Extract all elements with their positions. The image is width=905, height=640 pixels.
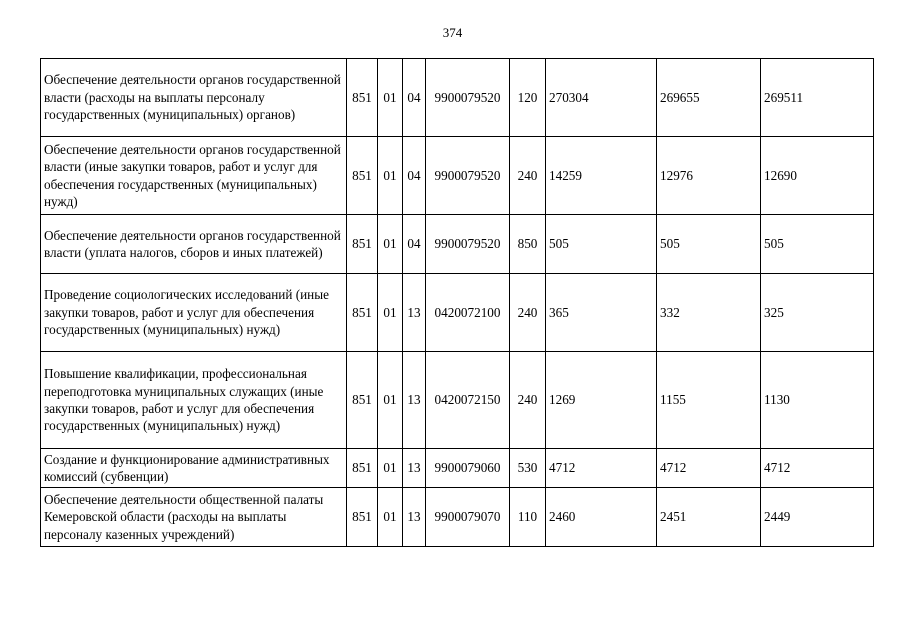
target-article-code: 9900079520 bbox=[426, 59, 510, 137]
subsection-code: 04 bbox=[403, 215, 426, 274]
row-name: Обеспечение деятельности органов государственной власти (расходы на выплаты персоналу государственных (муниципальных) органов) bbox=[41, 59, 347, 137]
amount-year-1: 365 bbox=[546, 274, 657, 352]
subsection-code: 13 bbox=[403, 352, 426, 449]
target-article-code: 0420072100 bbox=[426, 274, 510, 352]
table-row bbox=[41, 215, 874, 274]
amount-year-3: 2449 bbox=[761, 488, 874, 547]
amount-year-3: 505 bbox=[761, 215, 874, 274]
expense-type-code: 530 bbox=[510, 449, 546, 488]
table-row bbox=[41, 137, 874, 215]
ministry-code: 851 bbox=[347, 449, 378, 488]
expense-type-code: 240 bbox=[510, 137, 546, 215]
ministry-code: 851 bbox=[347, 488, 378, 547]
row-name: Создание и функционирование административных комиссий (субвенции) bbox=[41, 449, 347, 488]
amount-year-1: 1269 bbox=[546, 352, 657, 449]
ministry-code: 851 bbox=[347, 352, 378, 449]
amount-year-1: 4712 bbox=[546, 449, 657, 488]
amount-year-2: 505 bbox=[657, 215, 761, 274]
row-name: Повышение квалификации, профессиональная переподготовка муниципальных служащих (иные закупки товаров, работ и услуг для обеспечения государственных (муниципальных) нужд) bbox=[41, 352, 347, 449]
amount-year-2: 269655 bbox=[657, 59, 761, 137]
table-row bbox=[41, 488, 874, 547]
amount-year-2: 2451 bbox=[657, 488, 761, 547]
amount-year-2: 12976 bbox=[657, 137, 761, 215]
expense-type-code: 240 bbox=[510, 352, 546, 449]
amount-year-1: 270304 bbox=[546, 59, 657, 137]
target-article-code: 9900079520 bbox=[426, 215, 510, 274]
subsection-code: 13 bbox=[403, 274, 426, 352]
expense-type-code: 850 bbox=[510, 215, 546, 274]
amount-year-3: 325 bbox=[761, 274, 874, 352]
subsection-code: 04 bbox=[403, 59, 426, 137]
expense-type-code: 110 bbox=[510, 488, 546, 547]
amount-year-1: 14259 bbox=[546, 137, 657, 215]
amount-year-3: 269511 bbox=[761, 59, 874, 137]
amount-year-3: 1130 bbox=[761, 352, 874, 449]
section-code: 01 bbox=[378, 137, 403, 215]
amount-year-3: 12690 bbox=[761, 137, 874, 215]
subsection-code: 04 bbox=[403, 137, 426, 215]
ministry-code: 851 bbox=[347, 59, 378, 137]
amount-year-1: 2460 bbox=[546, 488, 657, 547]
ministry-code: 851 bbox=[347, 274, 378, 352]
expense-type-code: 120 bbox=[510, 59, 546, 137]
section-code: 01 bbox=[378, 274, 403, 352]
section-code: 01 bbox=[378, 449, 403, 488]
section-code: 01 bbox=[378, 352, 403, 449]
amount-year-2: 4712 bbox=[657, 449, 761, 488]
subsection-code: 13 bbox=[403, 449, 426, 488]
amount-year-2: 332 bbox=[657, 274, 761, 352]
row-name: Обеспечение деятельности органов государственной власти (иные закупки товаров, работ и услуг для обеспечения государственных (муниципальных) нужд) bbox=[41, 137, 347, 215]
page-number: 374 bbox=[442, 25, 463, 40]
target-article-code: 9900079060 bbox=[426, 449, 510, 488]
target-article-code: 0420072150 bbox=[426, 352, 510, 449]
amount-year-2: 1155 bbox=[657, 352, 761, 449]
row-name: Проведение социологических исследований (иные закупки товаров, работ и услуг для обеспечения государственных (муниципальных) нужд) bbox=[41, 274, 347, 352]
table-row bbox=[41, 274, 874, 352]
subsection-code: 13 bbox=[403, 488, 426, 547]
target-article-code: 9900079070 bbox=[426, 488, 510, 547]
table-row bbox=[41, 449, 874, 488]
row-name: Обеспечение деятельности органов государственной власти (уплата налогов, сборов и иных платежей) bbox=[41, 215, 347, 274]
section-code: 01 bbox=[378, 59, 403, 137]
expense-type-code: 240 bbox=[510, 274, 546, 352]
section-code: 01 bbox=[378, 488, 403, 547]
table-row bbox=[41, 352, 874, 449]
target-article-code: 9900079520 bbox=[426, 137, 510, 215]
section-code: 01 bbox=[378, 215, 403, 274]
ministry-code: 851 bbox=[347, 215, 378, 274]
ministry-code: 851 bbox=[347, 137, 378, 215]
amount-year-3: 4712 bbox=[761, 449, 874, 488]
amount-year-1: 505 bbox=[546, 215, 657, 274]
table-row bbox=[41, 59, 874, 137]
row-name: Обеспечение деятельности общественной палаты Кемеровской области (расходы на выплаты персоналу казенных учреждений) bbox=[41, 488, 347, 547]
budget-table bbox=[40, 58, 874, 547]
